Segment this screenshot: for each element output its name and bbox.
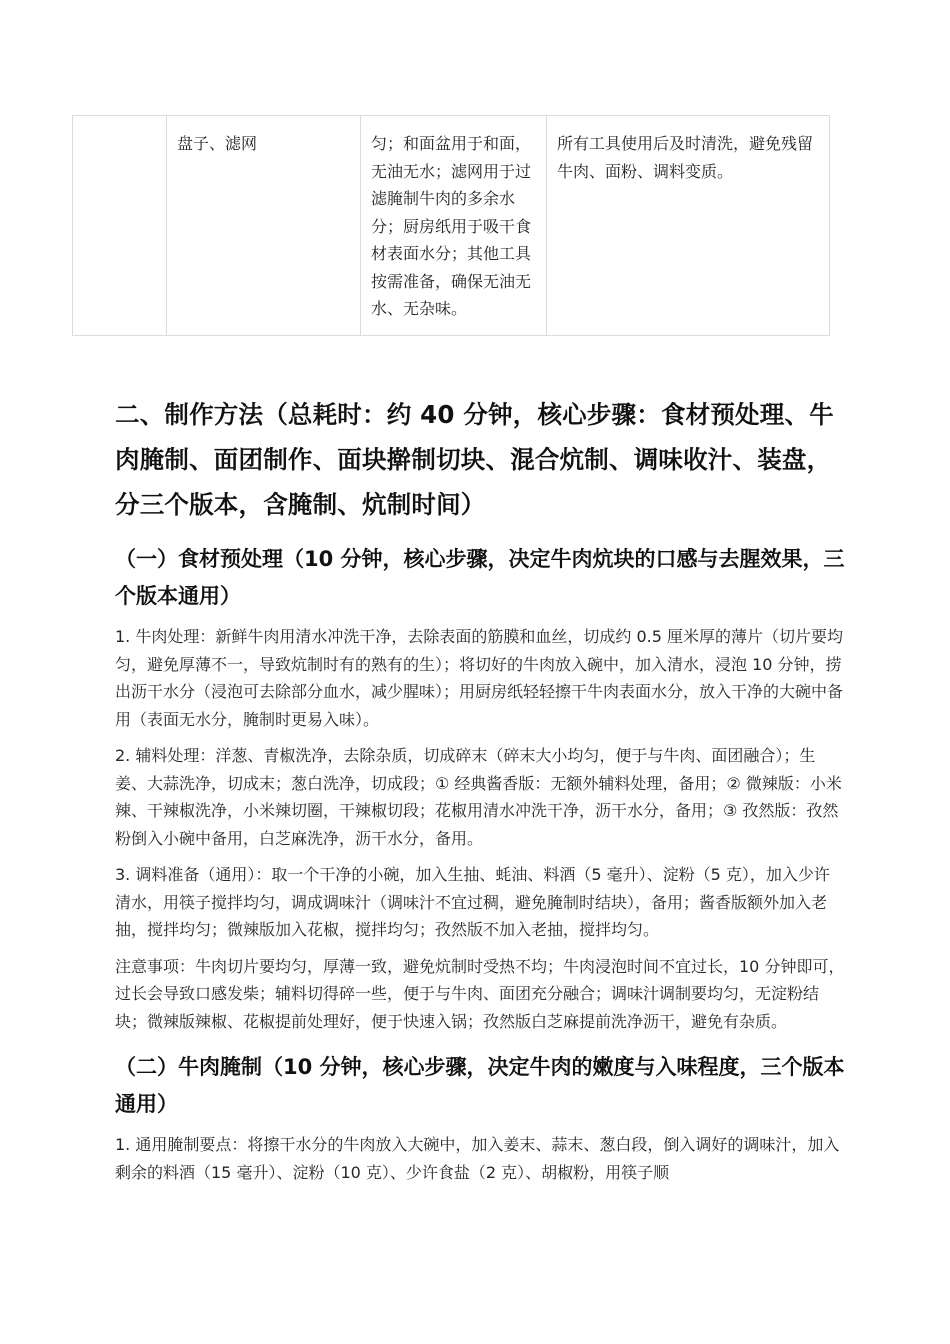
subsection-heading-marinating: （二）牛肉腌制（10 分钟，核心步骤，决定牛肉的嫩度与入味程度，三个版本通用） <box>115 1055 845 1116</box>
table-row <box>73 116 830 336</box>
table-cell-empty <box>73 116 167 336</box>
paragraph-beef-processing: 1. 牛肉处理：新鲜牛肉用清水冲洗干净，去除表面的筋膜和血丝，切成约 0.5 厘米厚的薄片（切片要均匀，避免厚薄不一，导致炕制时有的熟有的生）；将切好的牛肉放入碗中，加入清水，浸泡 10 分钟，捞出沥干水分（浸泡可去除部分血水，减少腥味）；用厨房纸轻轻擦干牛肉表面水分，放入干净的大碗中备用（表面无水分，腌制时更易入味）。 <box>115 627 844 729</box>
main-content <box>115 392 845 1186</box>
paragraph-seasoning-prep: 3. 调料准备（通用）：取一个干净的小碗，加入生抽、蚝油、料酒（5 毫升）、淀粉（5 克），加入少许清水，用筷子搅拌均匀，调成调味汁（调味汁不宜过稠，避免腌制时结块），备用；酱香版额外加入老抽，搅拌均匀；微辣版加入花椒，搅拌均匀；孜然版不加入老抽，搅拌均匀。 <box>115 865 830 939</box>
notes-cell-text: 所有工具使用后及时清洗，避免残留牛肉、面粉、调料变质。 <box>557 134 814 181</box>
usage-cell-text: 匀；和面盆用于和面，无油无水；滤网用于过滤腌制牛肉的多余水分；厨房纸用于吸干食材表面水分；其他工具按需准备，确保无油无水、无杂味。 <box>371 134 532 318</box>
paragraph-marinating-tips: 1. 通用腌制要点：将擦干水分的牛肉放入大碗中，加入姜末、蒜末、葱白段，倒入调好的调味汁，加入剩余的料酒（15 毫升）、淀粉（10 克）、少许食盐（2 克）、胡椒粉，用筷子顺 <box>115 1135 840 1182</box>
table-cell-usage <box>361 116 547 336</box>
table-cell-notes <box>547 116 830 336</box>
paragraph-notes: 注意事项：牛肉切片要均匀，厚薄一致，避免炕制时受热不均；牛肉浸泡时间不宜过长，10 分钟即可，过长会导致口感发柴；辅料切得碎一些，便于与牛肉、面团充分融合；调味汁调制要均匀，无淀粉结块；微辣版辣椒、花椒提前处理好，便于快速入锅；孜然版白芝麻提前洗净沥干，避免有杂质。 <box>115 956 845 1031</box>
section-heading-methods: 二、制作方法（总耗时：约 40 分钟，核心步骤：食材预处理、牛肉腌制、面团制作、面块擀制切块、混合炕制、调味收汁、装盘，分三个版本，含腌制、炕制时间） <box>115 400 834 519</box>
table-cell-tools <box>167 116 361 336</box>
paragraph-ingredient-processing: 2. 辅料处理：洋葱、青椒洗净，去除杂质，切成碎末（碎末大小均匀，便于与牛肉、面团融合）；生姜、大蒜洗净，切成末；葱白洗净，切成段；① 经典酱香版：无额外辅料处理，备用；② 微辣版：小米辣、干辣椒洗净，小米辣切圈，干辣椒切段；花椒用清水冲洗干净，沥干水分，备用；③ 孜然版：孜然粉倒入小碗中备用，白芝麻洗净，沥干水分，备用。 <box>115 746 842 848</box>
tools-cell-text: 盘子、滤网 <box>177 134 258 153</box>
subsection-heading-preprocessing: （一）食材预处理（10 分钟，核心步骤，决定牛肉炕块的口感与去腥效果，三个版本通用） <box>115 547 845 608</box>
tools-table <box>72 115 830 336</box>
